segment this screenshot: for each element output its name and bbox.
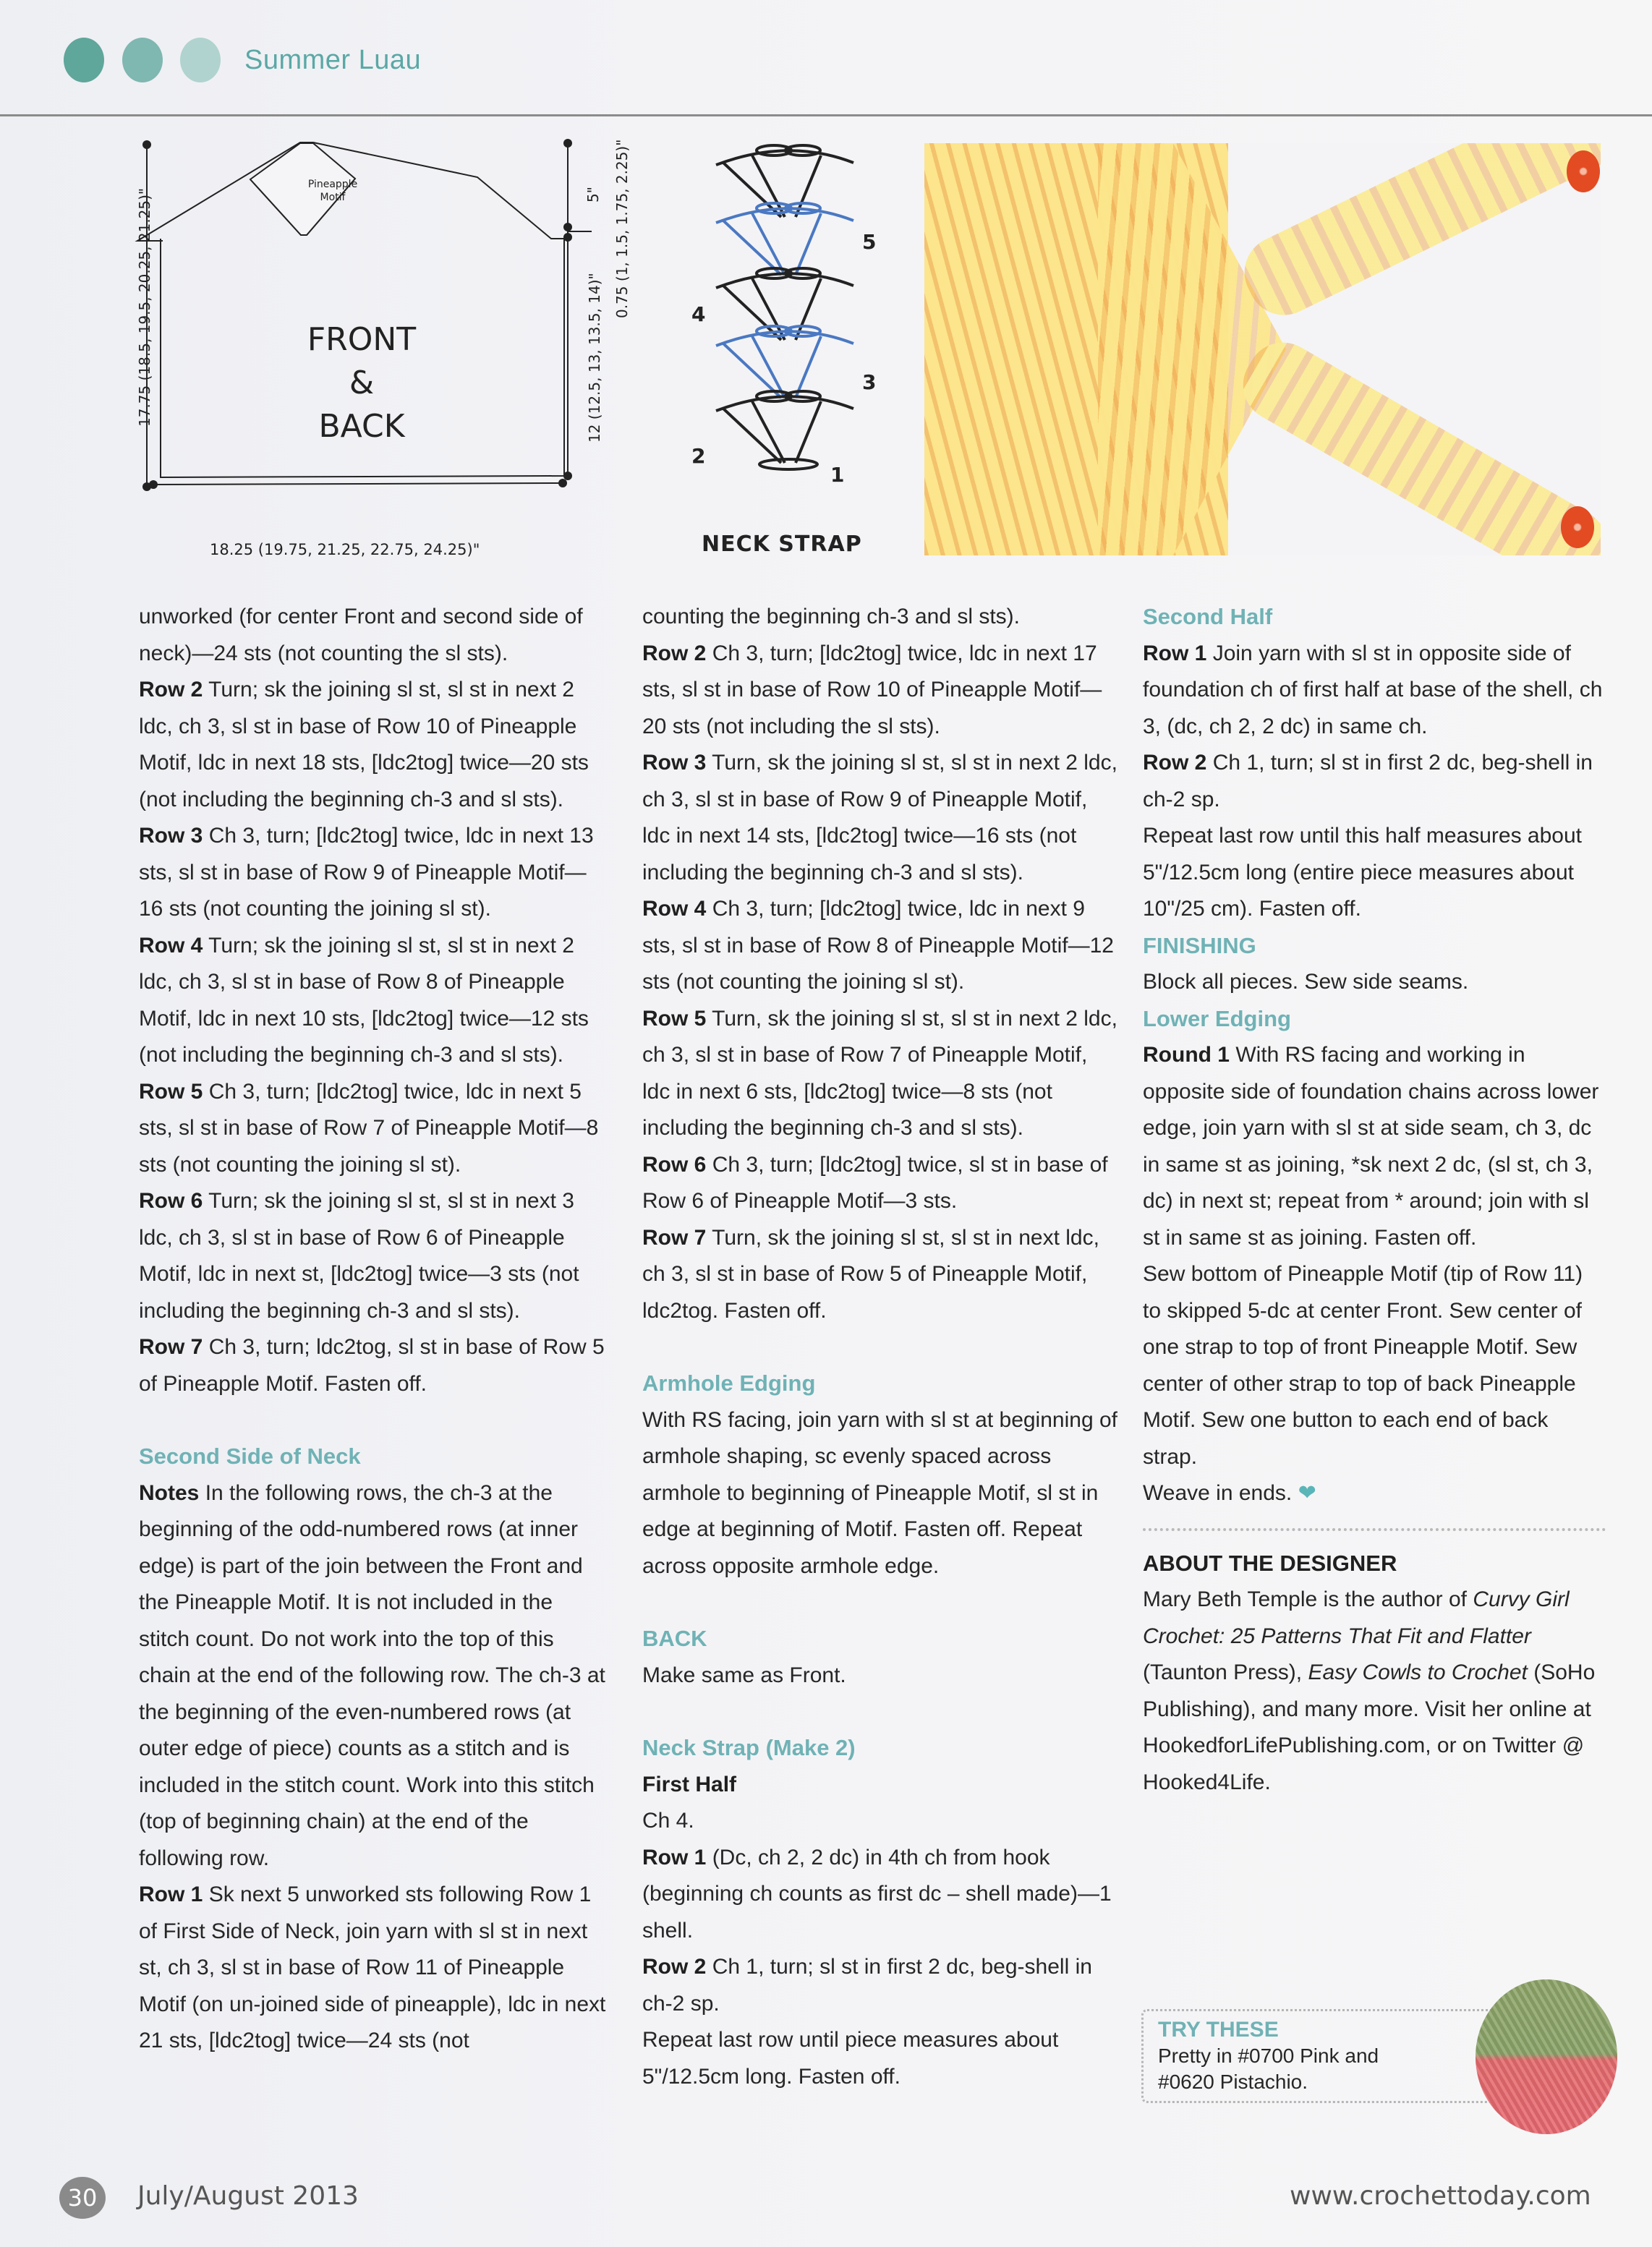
row-text: Turn, sk the joining sl st, sl st in next 2 ldc, ch 3, sl st in base of Row 7 of Pineapple Motif, ldc in next 6 sts, [ldc2tog] twice—8 sts (not including the beginning ch-3 and sl sts).	[642, 1006, 1117, 1140]
paragraph: Block all pieces. Sew side seams.	[1143, 970, 1469, 994]
instruction-row	[1143, 745, 1606, 818]
dimension-body-height: 12 (12.5, 13, 13.5, 14)"	[586, 273, 603, 443]
motif-label-line1: Pineapple	[307, 179, 358, 190]
try-these-line2: #0620 Pistachio.	[1158, 2071, 1308, 2093]
section-heading: Second Half	[1143, 604, 1273, 629]
row-label: Row 4	[139, 933, 203, 958]
instruction-rows	[642, 636, 1120, 1330]
header-dot-icon	[64, 38, 104, 82]
row-label: Row 4	[642, 897, 707, 921]
instruction-row	[642, 636, 1120, 746]
section-heading: Second Side of Neck	[139, 1444, 361, 1469]
row-label: Row 7	[139, 1335, 203, 1359]
weave-text: Weave in ends.	[1143, 1481, 1298, 1505]
try-these-title: TRY THESE	[1158, 2018, 1279, 2042]
row-text: Turn; sk the joining sl st, sl st in next 2 ldc, ch 3, sl st in base of Row 10 of Pineapple Motif, ldc in next 18 sts, [ldc2tog] twice—20 sts (not including the beginning ch-3 and sl sts).	[139, 678, 589, 811]
notes-label: Notes	[139, 1480, 200, 1505]
section-heading: Armhole Edging	[642, 1370, 816, 1396]
row-text: Turn, sk the joining sl st, sl st in next 2 ldc, ch 3, sl st in base of Row 9 of Pineapple Motif, ldc in next 14 sts, [ldc2tog] twice—16 sts (not including the beginning ch-3 and sl sts).	[642, 751, 1117, 884]
row-text: (Dc, ch 2, 2 dc) in 4th ch from hook (beginning ch counts as first dc – shell made)—1 shell.	[642, 1845, 1112, 1943]
notes-paragraph	[139, 1475, 609, 1877]
row-label: Row 5	[642, 1006, 707, 1031]
dimension-motif-height: 5"	[584, 187, 602, 202]
dimension-width: 18.25 (19.75, 21.25, 22.75, 24.25)"	[210, 541, 480, 558]
instruction-row	[1143, 1037, 1606, 1256]
paragraph: counting the beginning ch-3 and sl sts).	[642, 605, 1020, 628]
row-label: Row 2	[1143, 751, 1207, 775]
instruction-row	[642, 1220, 1120, 1330]
try-these-box	[1141, 2009, 1532, 2103]
text-column-3	[1143, 599, 1606, 1801]
instruction-row	[139, 818, 609, 928]
dotted-divider	[1143, 1528, 1606, 1531]
book-title: Easy Cowls to Crochet	[1308, 1660, 1528, 1684]
project-photo	[924, 143, 1601, 555]
row-label: Round 1	[1143, 1043, 1230, 1067]
dimension-armhole: 0.75 (1, 1.5, 1.75, 2.25)"	[613, 139, 631, 318]
paragraph: Ch 4.	[642, 1809, 694, 1833]
motif-label-line2: Motif	[320, 192, 346, 203]
instruction-row	[139, 928, 609, 1074]
row-number-label: 1	[830, 463, 845, 487]
issue-date: July/August 2013	[137, 2181, 359, 2211]
instruction-rows	[139, 672, 609, 1402]
notes-text: In the following rows, the ch-3 at the beginning of the odd-numbered rows (at inner edge) is part of the join between the Front and the Pineapple Motif. It is not included in the stitch count. Do not work into the top of this chain at the end of the following row. The ch-3 at the beginning of the even-numbered rows (at outer edge of piece) counts as a stitch and is included in the stitch count. Work into this stitch (top of beginning chain) at the end of the following row.	[139, 1480, 605, 1870]
row-number-label: 5	[862, 230, 877, 254]
row-text: Turn; sk the joining sl st, sl st in next 2 ldc, ch 3, sl st in base of Row 8 of Pineapple Motif, ldc in next 10 sts, [ldc2tog] twice—12 sts (not including the beginning ch-3 and sl sts).	[139, 933, 589, 1067]
row-label: Row 2	[642, 1955, 707, 1979]
instruction-row	[139, 1074, 609, 1184]
row-label: Row 1	[642, 1845, 707, 1869]
yarn-swatch-image	[1476, 1979, 1617, 2134]
heart-icon: ❤	[1298, 1481, 1316, 1505]
row-text: Ch 3, turn; [ldc2tog] twice, sl st in base of Row 6 of Pineapple Motif—3 sts.	[642, 1152, 1108, 1213]
instruction-row	[642, 1840, 1120, 1950]
crochet-fabric-edge	[1098, 143, 1286, 555]
header-dot-icon	[180, 38, 221, 82]
section-heading: BACK	[642, 1626, 707, 1651]
book-title: Curvy Girl Crochet: 25 Patterns That Fit and Flatter	[1143, 1587, 1570, 1648]
row-label: Row 7	[642, 1225, 707, 1250]
row-text: Join yarn with sl st in opposite side of foundation ch of first half at base of the shell, ch 3, (dc, ch 2, 2 dc) in same ch.	[1143, 641, 1603, 738]
stitch-row-1-foundation	[759, 459, 817, 469]
schematic-title-line2: &	[349, 364, 375, 401]
neck-strap-diagram-title: NECK STRAP	[702, 532, 862, 557]
paragraph: Make same as Front.	[642, 1663, 846, 1687]
section-heading: Lower Edging	[1143, 1005, 1291, 1031]
row-text: Ch 3, turn; ldc2tog, sl st in base of Row 5 of Pineapple Motif. Fasten off.	[139, 1335, 605, 1396]
row-label: Row 5	[139, 1079, 203, 1104]
row-text: With RS facing and working in opposite side of foundation chains across lower edge, join yarn with sl st at side seam, ch 3, dc in same st as joining, *sk next 2 dc, (sl st, ch 3, dc) in next st; repeat from * around; join with sl st in same st as joining. Fasten off.	[1143, 1043, 1599, 1250]
row-label: Row 2	[139, 678, 203, 702]
instruction-row	[642, 1001, 1120, 1147]
row-label: Row 6	[139, 1189, 203, 1213]
paragraph: With RS facing, join yarn with sl st at beginning of armhole shaping, sc evenly spaced across armhole to beginning of Pineapple Motif, sl st in edge at beginning of Motif. Fasten off. Repeat across opposite armhole edge.	[642, 1407, 1117, 1578]
row-label: Row 1	[1143, 641, 1207, 665]
front-back-schematic	[108, 130, 615, 564]
neck-strap-stitch-diagram	[680, 137, 897, 571]
stitch-chart	[680, 137, 897, 542]
website-link[interactable]: www.crochettoday.com	[1290, 2181, 1591, 2211]
subsection-heading: First Half	[642, 1772, 737, 1796]
schematic-title-line1: FRONT	[307, 321, 417, 358]
row-text: Ch 3, turn; [ldc2tog] twice, ldc in next 5 sts, sl st in base of Row 7 of Pineapple Motif—8 sts (not counting the joining sl st).	[139, 1079, 599, 1177]
section-heading: FINISHING	[1143, 932, 1256, 958]
header-dot-icon	[122, 38, 163, 82]
row-text: Ch 3, turn; [ldc2tog] twice, ldc in next 17 sts, sl st in base of Row 10 of Pineapple Motif—20 sts (not including the sl sts).	[642, 641, 1102, 738]
stitch-row-4	[716, 268, 853, 340]
instruction-row	[642, 1949, 1120, 2022]
instruction-row	[1143, 636, 1606, 746]
paragraph: Sew bottom of Pineapple Motif (tip of Row 11) to skipped 5-dc at center Front. Sew center of one strap to top of front Pineapple Motif. Sew center of other strap to top of back Pineapple Motif. Sew one button to each end of back strap.	[1143, 1262, 1583, 1469]
paragraph	[1143, 1475, 1606, 1512]
row-text: Sk next 5 unworked sts following Row 1 of First Side of Neck, join yarn with sl st in next st, ch 3, sl st in base of Row 11 of Pineapple Motif (on un-joined side of pineapple), ldc in next 21 sts, [ldc2tog] twice—24 sts (not	[139, 1883, 606, 2052]
text-column-2	[642, 599, 1120, 2095]
row-text: Ch 1, turn; sl st in first 2 dc, beg-shell in ch-2 sp.	[1143, 751, 1593, 811]
row-label: Row 2	[642, 641, 707, 665]
row-number-label: 4	[691, 302, 706, 326]
instruction-row	[139, 1877, 609, 2060]
text-column-1	[139, 599, 609, 2060]
instruction-row	[139, 1183, 609, 1329]
try-these-line1: Pretty in #0700 Pink and	[1158, 2045, 1379, 2067]
neck-strap-lower	[1230, 329, 1601, 555]
bio-text: Mary Beth Temple is the author of	[1143, 1587, 1473, 1611]
schematic-title-line3: BACK	[318, 408, 405, 445]
button-icon	[1567, 150, 1600, 192]
row-number-label: 2	[691, 444, 706, 468]
designer-bio	[1143, 1582, 1606, 1801]
section-heading: Neck Strap (Make 2)	[642, 1735, 856, 1760]
motif-label	[297, 178, 369, 204]
dimension-total-height: 17.75 (18.5, 19.5, 20.25, 21.25)"	[136, 187, 153, 427]
designer-heading: ABOUT THE DESIGNER	[1143, 1550, 1397, 1576]
paragraph: Repeat last row until this half measures about 5"/12.5cm long (entire piece measures about 10"/25 cm). Fasten off.	[1143, 824, 1582, 921]
instruction-row	[139, 1329, 609, 1402]
row-label: Row 3	[642, 751, 707, 775]
row-label: Row 6	[642, 1152, 707, 1177]
paragraph: unworked (for center Front and second side of neck)—24 sts (not counting the sl sts).	[139, 605, 583, 665]
row-number-label: 3	[862, 370, 877, 394]
header-divider	[0, 114, 1652, 116]
row-text: Ch 1, turn; sl st in first 2 dc, beg-shell in ch-2 sp.	[642, 1955, 1092, 2016]
page-header	[0, 0, 1652, 116]
paragraph: Repeat last row until piece measures about 5"/12.5cm long. Fasten off.	[642, 2028, 1059, 2089]
row-text: Ch 3, turn; [ldc2tog] twice, ldc in next 9 sts, sl st in base of Row 8 of Pineapple Motif—12 sts (not counting the joining sl st).	[642, 897, 1114, 994]
instruction-row	[642, 1147, 1120, 1220]
series-title: Summer Luau	[244, 45, 422, 75]
bio-text: (Taunton Press),	[1143, 1660, 1308, 1684]
row-text: Ch 3, turn; [ldc2tog] twice, ldc in next 13 sts, sl st in base of Row 9 of Pineapple Motif—16 sts (not counting the joining sl st).	[139, 824, 594, 921]
instruction-row	[642, 891, 1120, 1001]
bio-text: (SoHo Publishing), and many more. Visit her online at HookedforLifePublishing.com, or on Twitter @ Hooked4Life.	[1143, 1660, 1596, 1794]
instruction-row	[139, 672, 609, 818]
instruction-row	[642, 745, 1120, 891]
button-icon	[1561, 506, 1594, 548]
row-text: Turn; sk the joining sl st, sl st in next 3 ldc, ch 3, sl st in base of Row 6 of Pineapple Motif, ldc in next st, [ldc2tog] twice—3 sts (not including the beginning ch-3 and sl sts).	[139, 1189, 579, 1323]
page-number: 30	[59, 2177, 106, 2219]
stitch-row-2	[716, 391, 853, 463]
neck-strap-upper	[1232, 143, 1601, 327]
row-label: Row 1	[139, 1883, 203, 1906]
row-text: Turn, sk the joining sl st, sl st in next ldc, ch 3, sl st in base of Row 5 of Pineapple Motif, ldc2tog. Fasten off.	[642, 1225, 1099, 1323]
stitch-row-6	[716, 145, 853, 217]
row-label: Row 3	[139, 824, 203, 848]
schematic-title	[108, 318, 615, 448]
